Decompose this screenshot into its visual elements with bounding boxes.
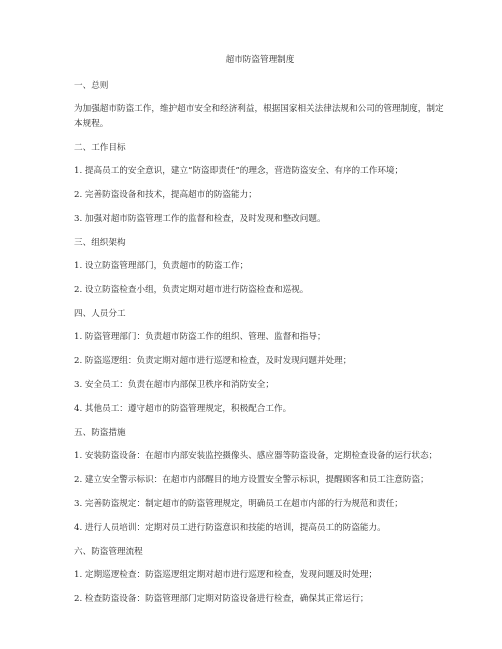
- section-paragraph: 4. 其他员工：遵守超市的防盗管理规定，积极配合工作。: [74, 404, 292, 414]
- section-heading: 四、人员分工: [74, 309, 126, 319]
- section-paragraph: 3. 完善防盗规定：制定超市的防盗管理规定，明确员工在超市内部的行为规范和责任；: [74, 499, 403, 509]
- section-paragraph: 为加强超市防盗工作，维护超市安全和经济利益，根据国家相关法律法规和公司的管理制度，制定本规程。: [74, 104, 444, 129]
- document-body: [74, 79, 446, 607]
- section-paragraph: 2. 防盗巡逻组：负责定期对超市进行巡逻和检查，及时发现问题并处理；: [74, 356, 352, 366]
- section-paragraph: 3. 安全员工：负责在超市内部保卫秩序和消防安全；: [74, 380, 274, 390]
- section-heading: 一、总则: [74, 81, 109, 91]
- section-paragraph: 2. 设立防盗检查小组，负责定期对超市进行防盗检查和巡视。: [74, 285, 309, 295]
- section-paragraph: 4. 进行人员培训：定期对员工进行防盗意识和技能的培训，提高员工的防盗能力。: [74, 523, 386, 533]
- section-paragraph: 1. 提高员工的安全意识，建立“防盗即责任”的理念，营造防盗安全、有序的工作环境；: [74, 166, 404, 176]
- section-heading: 二、工作目标: [74, 143, 126, 153]
- section-heading: 五、防盗措施: [74, 428, 126, 438]
- section-paragraph: 3. 加强对超市防盗管理工作的监督和检查，及时发现和整改问题。: [74, 214, 326, 224]
- section-paragraph: 1. 安装防盗设备：在超市内部安装监控摄像头、感应器等防盗设备，定期检查设备的运行状态；: [74, 451, 438, 461]
- document-title: 超市防盗管理制度: [225, 55, 295, 65]
- section-heading: 六、防盗管理流程: [74, 547, 143, 557]
- section-heading: 三、组织架构: [74, 238, 126, 248]
- section-paragraph: 2. 完善防盗设备和技术，提高超市的防盗能力；: [74, 190, 257, 200]
- section-paragraph: 1. 定期巡逻检查：防盗巡逻组定期对超市进行巡逻和检查，发现问题及时处理；: [74, 570, 378, 580]
- section-paragraph: 2. 建立安全警示标识：在超市内部醒目的地方设置安全警示标识，提醒顾客和员工注意防盗；: [74, 475, 429, 485]
- section-paragraph: 2. 检查防盗设备：防盗管理部门定期对防盗设备进行检查，确保其正常运行；: [74, 594, 369, 604]
- section-paragraph: 1. 防盗管理部门：负责超市防盗工作的组织、管理、监督和指导；: [74, 332, 326, 342]
- section-paragraph: 1. 设立防盗管理部门，负责超市的防盗工作；: [74, 261, 249, 271]
